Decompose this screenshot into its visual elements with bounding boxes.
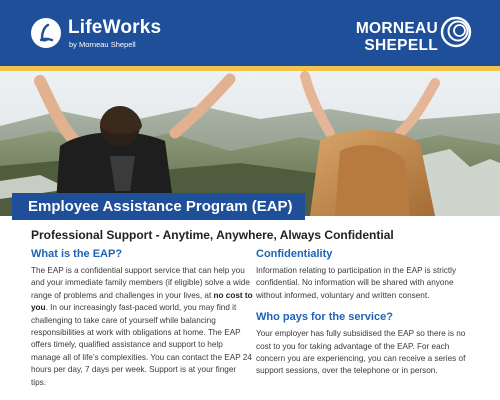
morneau-shepell-circle-icon (440, 16, 472, 48)
partner-line-1: MORNEAU (355, 20, 438, 37)
brand-subtitle: by Morneau Shepell (69, 40, 136, 49)
what-is-eap-text (31, 265, 253, 389)
right-column (256, 248, 478, 378)
page-title: Employee Assistance Program (EAP) (12, 193, 305, 220)
lifeworks-logo-icon (31, 18, 61, 48)
partner-wordmark (356, 20, 438, 54)
confidentiality-heading: Confidentiality (256, 248, 333, 260)
left-column (31, 248, 253, 389)
what-text-bold: no cost to you (31, 290, 253, 313)
confidentiality-text: Information relating to participation in the EAP is strictly confidential. No information will be shared with anyone without informed, voluntary and written consent. (256, 266, 457, 300)
who-pays-text: Your employer has fully subsidised the EAP so there is no cost to you for taking advantage of the EAP. For each concern you are experiencing, you can receive a series of support sessions, over the telephone or in person. (256, 329, 466, 376)
page-subtitle: Professional Support - Anytime, Anywhere, Always Confidential (31, 228, 394, 242)
what-text-part-2: . In our increasingly fast-paced world, you may find it challenging to take care of yourself while balancing responsibilities at work with obligations at home. The EAP offers timely, qualified assistance and support to help manage all of life’s complexities. You can contact the EAP 24 hours per day, 7 days per week. Support is at your finger tips. (31, 303, 252, 387)
header-bar (0, 0, 500, 66)
what-text-part-1: The EAP is a confidential support service that can help you and your immediate family members (if eligible) solve a wide range of problems and challenges in your lives, at (31, 266, 250, 300)
who-pays-heading: Who pays for the service? (256, 311, 393, 324)
partner-line-2: SHEPELL (364, 37, 438, 54)
what-is-eap-heading: What is the EAP? (31, 248, 123, 260)
brand-name: LifeWorks (68, 17, 162, 38)
